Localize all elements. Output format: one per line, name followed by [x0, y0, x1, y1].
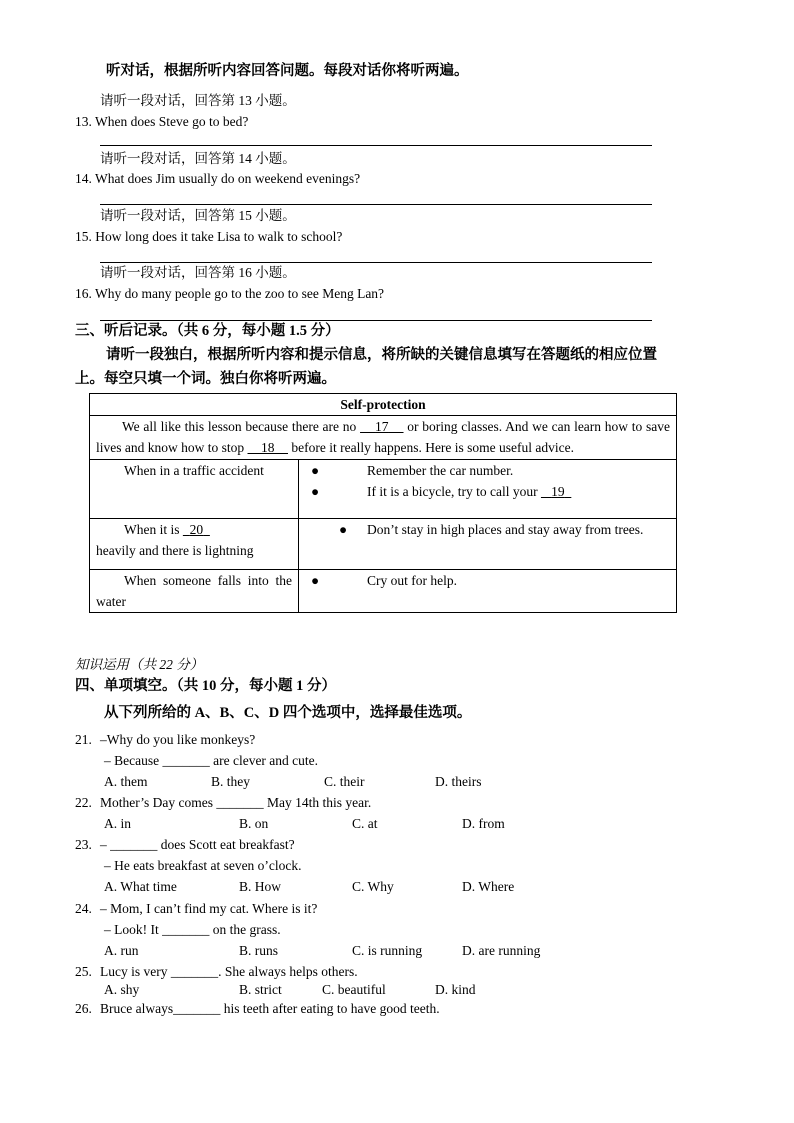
- question-21-line-1: –Why do you like monkeys?: [100, 732, 256, 747]
- answer-line-14[interactable]: [100, 204, 652, 205]
- question-number-23: 23.: [75, 837, 92, 852]
- question-number-21: 21.: [75, 732, 92, 747]
- option-a[interactable]: A. them: [104, 774, 148, 789]
- option-c[interactable]: C. is running: [352, 943, 423, 958]
- option-b[interactable]: B. How: [239, 879, 282, 894]
- option-b[interactable]: B. they: [211, 774, 250, 789]
- section3-heading: 三、听后记录。（共 6 分，每小题 1.5 分）: [75, 323, 340, 339]
- option-d[interactable]: D. Where: [462, 879, 515, 894]
- table-intro: [90, 416, 677, 460]
- intro-text-c: before it really happens. Here is some useful advice.: [291, 440, 575, 455]
- question-15: 15. How long does it take Lisa to walk to school?: [75, 229, 343, 244]
- situation-water: When someone falls into the water: [90, 570, 299, 613]
- option-b[interactable]: B. strict: [239, 982, 282, 997]
- option-c[interactable]: C. their: [324, 774, 365, 789]
- section3-instruction-2: 上。每空只填一个词。独白你将听两遍。: [75, 371, 336, 387]
- option-d[interactable]: D. are running: [462, 943, 541, 958]
- option-a[interactable]: A. What time: [104, 879, 177, 894]
- bullet-icon: ●: [311, 484, 320, 499]
- answer-line-15[interactable]: [100, 262, 652, 263]
- option-a[interactable]: A. in: [104, 816, 131, 831]
- intro-text-a: We all like this lesson because there are no: [122, 419, 357, 434]
- answer-line-16[interactable]: [100, 320, 652, 321]
- question-16: 16. Why do many people go to the zoo to see Meng Lan?: [75, 286, 385, 301]
- section4-instruction: 从下列所给的 A、B、C、D 四个选项中，选择最佳选项。: [104, 705, 472, 721]
- bullet-icon: ●: [339, 522, 348, 537]
- question-21-line-2: – Because _______ are clever and cute.: [104, 753, 319, 768]
- option-c[interactable]: C. at: [352, 816, 378, 831]
- tips-water: [299, 570, 677, 613]
- self-protection-table: [89, 393, 677, 613]
- situation-traffic: When in a traffic accident: [90, 460, 299, 519]
- option-c[interactable]: C. Why: [352, 879, 394, 894]
- question-number-25: 25.: [75, 964, 92, 979]
- tip-row: ● Cry out for help.: [305, 570, 670, 591]
- blank-18[interactable]: 18: [261, 440, 275, 455]
- option-b[interactable]: B. runs: [239, 943, 279, 958]
- tip-row: ● Don’t stay in high places and stay away from trees.: [305, 519, 670, 540]
- question-23-line-1: – _______ does Scott eat breakfast?: [100, 837, 295, 852]
- question-number-22: 22.: [75, 795, 92, 810]
- dialogue-prompt-14: 请听一段对话，回答第 14 小题。: [100, 151, 296, 166]
- option-c[interactable]: C. beautiful: [322, 982, 386, 997]
- question-22-line-1: Mother’s Day comes _______ May 14th this year.: [100, 795, 372, 810]
- blank-20[interactable]: 20: [189, 522, 204, 537]
- dialogue-prompt-15: 请听一段对话，回答第 15 小题。: [100, 208, 296, 223]
- intro-text-b: or boring classes. And we can learn how to save lives and know how to stop: [96, 419, 671, 455]
- question-23-line-2: – He eats breakfast at seven o’clock.: [104, 858, 302, 873]
- question-13: 13. When does Steve go to bed?: [75, 114, 249, 129]
- question-24-line-1: – Mom, I can’t find my cat. Where is it?: [100, 901, 318, 916]
- dialogue-prompt-13: 请听一段对话，回答第 13 小题。: [100, 93, 296, 108]
- option-d[interactable]: D. kind: [435, 982, 476, 997]
- blank-19[interactable]: 19: [551, 484, 565, 499]
- bullet-icon: ●: [311, 463, 320, 478]
- question-number-26: 26.: [75, 1001, 92, 1016]
- section3-instruction-1: 请听一段独白，根据所听内容和提示信息，将所缺的关键信息填写在答题纸的相应位置: [106, 347, 657, 363]
- answer-line-13[interactable]: [100, 145, 652, 146]
- question-14: 14. What does Jim usually do on weekend evenings?: [75, 171, 361, 186]
- tips-weather: [299, 519, 677, 570]
- bullet-icon: ●: [311, 573, 320, 588]
- option-d[interactable]: D. theirs: [435, 774, 482, 789]
- tip-row: ● If it is a bicycle, try to call your 19: [305, 481, 670, 502]
- tips-traffic: [299, 460, 677, 519]
- question-number-24: 24.: [75, 901, 92, 916]
- question-24-line-2: – Look! It _______ on the grass.: [104, 922, 281, 937]
- dialogue-prompt-16: 请听一段对话，回答第 16 小题。: [100, 265, 296, 280]
- question-25-line-1: Lucy is very _______. She always helps others.: [100, 964, 358, 979]
- question-26-line-1: Bruce always_______ his teeth after eating to have good teeth.: [100, 1001, 440, 1016]
- option-a[interactable]: A. run: [104, 943, 139, 958]
- knowledge-heading: 知识运用（共 22 分）: [75, 657, 204, 672]
- blank-17[interactable]: 17: [375, 419, 389, 434]
- option-b[interactable]: B. on: [239, 816, 269, 831]
- option-d[interactable]: D. from: [462, 816, 505, 831]
- option-a[interactable]: A. shy: [104, 982, 140, 997]
- table-title: Self-protection: [90, 394, 677, 416]
- tip-row: ● Remember the car number.: [305, 460, 670, 481]
- situation-weather: When it is 20 heavily and there is lightning: [90, 519, 299, 570]
- listening-instruction: 听对话，根据所听内容回答问题。每段对话你将听两遍。: [106, 63, 469, 79]
- section4-heading: 四、单项填空。（共 10 分，每小题 1 分）: [75, 678, 336, 694]
